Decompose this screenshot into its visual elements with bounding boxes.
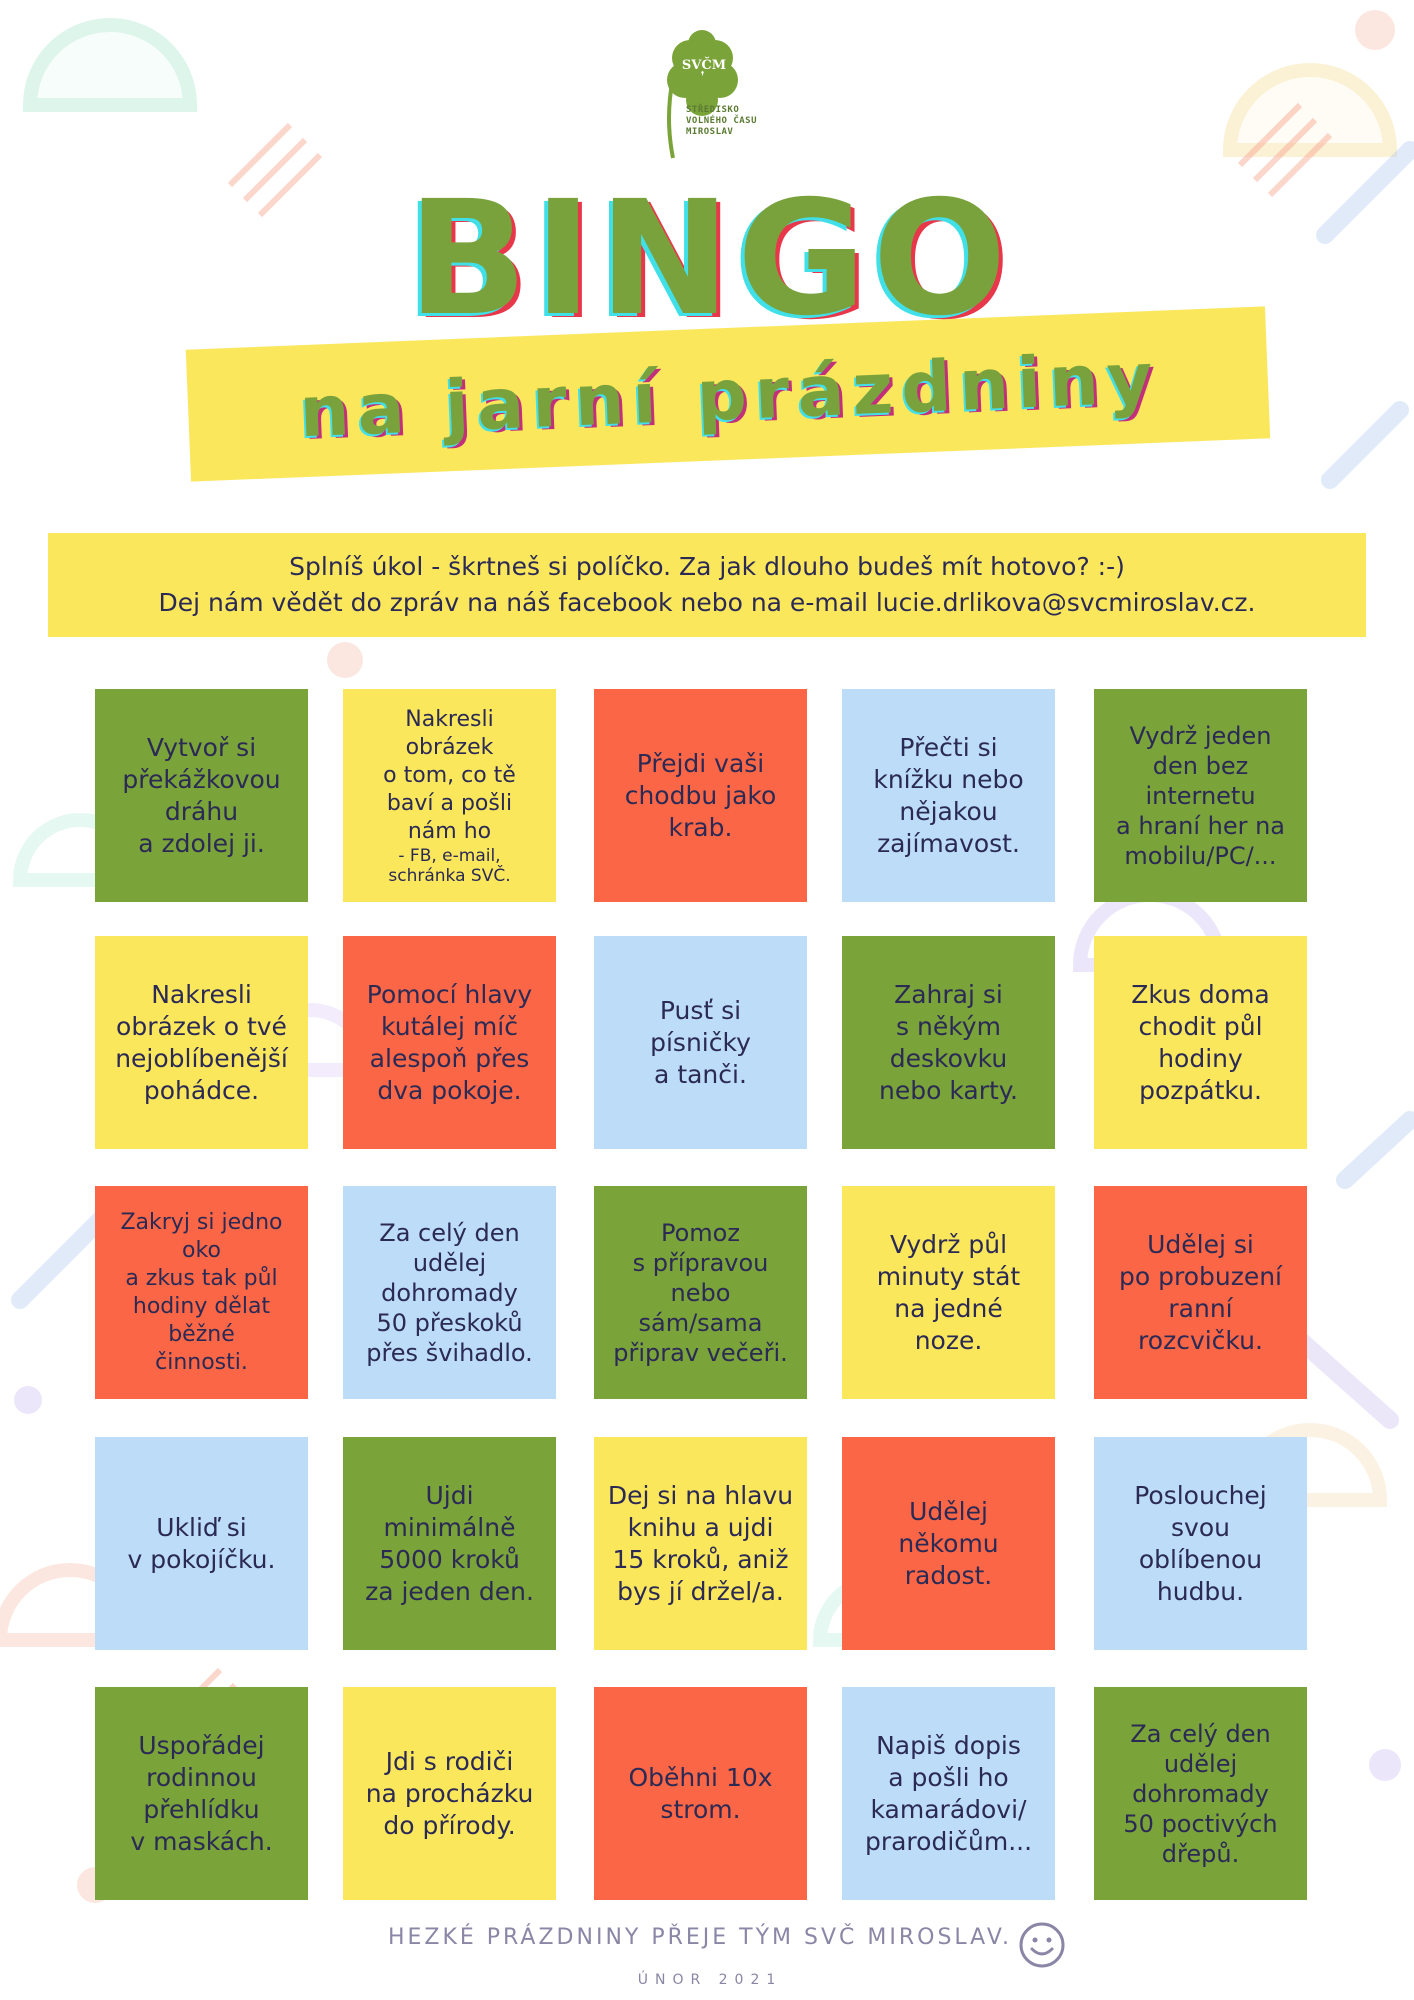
bingo-tile-note: - FB, e-mail, schránka SVČ.: [388, 845, 511, 886]
bingo-tile-text: Dej si na hlavu knihu a ujdi 15 kroků, aniž bys jí držel/a.: [607, 1480, 794, 1606]
bingo-tile-text: Zakryj si jedno oko a zkus tak půl hodiny dělat běžné činnosti.: [120, 1209, 283, 1375]
bingo-tile[interactable]: [95, 689, 308, 902]
bingo-tile[interactable]: [842, 689, 1055, 902]
bingo-tile[interactable]: [842, 1186, 1055, 1399]
instructions-box: [48, 533, 1366, 637]
bingo-tile[interactable]: [343, 1186, 556, 1399]
bingo-tile[interactable]: [594, 936, 807, 1149]
bingo-tile-text: Přejdi vaši chodbu jako krab.: [624, 748, 777, 842]
bingo-tile[interactable]: [343, 1687, 556, 1900]
logo-line: STŘEDISKO: [686, 105, 740, 115]
page-subtitle: na jarní prázdniny: [297, 336, 1163, 454]
bingo-tile-text: Udělej někomu radost.: [898, 1496, 999, 1590]
page-title: BINGO: [407, 167, 1013, 351]
bingo-tile-text: Vydrž půl minuty stát na jedné noze.: [876, 1229, 1021, 1355]
logo-line: MIROSLAV: [686, 127, 734, 137]
bingo-tile-text: Poslouchej svou oblíbenou hudbu.: [1134, 1480, 1267, 1606]
bingo-tile[interactable]: [95, 1687, 308, 1900]
instructions-line-2: Dej nám vědět do zpráv na náš facebook nebo na e-mail lucie.drlikova@svcmiroslav.cz.: [158, 588, 1256, 617]
logo-line: VOLNÉHO ČASU: [686, 116, 758, 126]
bingo-tile-text: Udělej si po probuzení ranní rozcvičku.: [1118, 1229, 1282, 1355]
bingo-tile[interactable]: [1094, 1687, 1307, 1900]
bingo-tile[interactable]: [343, 689, 556, 902]
bingo-tile-text: Ukliď si v pokojíčku.: [127, 1512, 276, 1574]
bingo-tile-text: Uspořádej rodinnou přehlídku v maskách.: [130, 1730, 273, 1856]
bingo-tile-text: Nakresli obrázek o tvé nejoblíbenější pohádce.: [115, 979, 288, 1105]
bingo-tile-text: Pomoz s přípravou nebo sám/sama připrav večeři.: [613, 1218, 788, 1367]
bingo-tile-content: [383, 706, 516, 886]
bingo-tile[interactable]: [842, 1437, 1055, 1650]
date-text: ÚNOR 2021: [637, 1972, 783, 1988]
bingo-tile-text: Ujdi minimálně 5000 kroků za jeden den.: [365, 1480, 534, 1606]
bingo-tile[interactable]: [842, 936, 1055, 1149]
bingo-tile-text: Za celý den udělej dohromady 50 přeskoků přes švihadlo.: [366, 1218, 533, 1367]
bingo-tile-text: Zahraj si s někým deskovku nebo karty.: [879, 979, 1018, 1105]
bingo-tile[interactable]: [95, 1437, 308, 1650]
bingo-tile[interactable]: [594, 1437, 807, 1650]
bingo-tile[interactable]: [95, 1186, 308, 1399]
bingo-tile-text: Zkus doma chodit půl hodiny pozpátku.: [1131, 979, 1270, 1105]
bingo-tile-text: Vytvoř si překážkovou dráhu a zdolej ji.: [122, 732, 281, 858]
bingo-tile-text: Pomocí hlavy kutálej míč alespoň přes dva pokoje.: [366, 979, 533, 1105]
bingo-tile-text: Oběhni 10x strom.: [628, 1762, 773, 1824]
bingo-tile[interactable]: [594, 689, 807, 902]
bingo-tile[interactable]: [1094, 936, 1307, 1149]
bingo-tile-text: Napiš dopis a pošli ho kamarádovi/ prarodičům...: [864, 1730, 1033, 1856]
bingo-tile[interactable]: [594, 1687, 807, 1900]
bingo-tile-text: Pusť si písničky a tanči.: [650, 995, 751, 1089]
bingo-tile[interactable]: [343, 1437, 556, 1650]
bingo-tile[interactable]: [343, 936, 556, 1149]
bingo-tile[interactable]: [1094, 1186, 1307, 1399]
bingo-tile-text: Jdi s rodiči na procházku do přírody.: [365, 1746, 534, 1840]
bingo-tile-text: Přečti si knížku nebo nějakou zajímavost.: [873, 732, 1024, 858]
bingo-tile-text: Za celý den udělej dohromady 50 poctivých dřepů.: [1123, 1719, 1278, 1868]
svc-logo-clover: [645, 18, 775, 168]
bingo-tile[interactable]: [842, 1687, 1055, 1900]
bingo-tile[interactable]: [1094, 1437, 1307, 1650]
bingo-tile-text: Nakresli obrázek o tom, co tě baví a pošli nám ho: [383, 706, 516, 844]
bingo-tile[interactable]: [1094, 689, 1307, 902]
smiley-icon: [1018, 1921, 1066, 1969]
bingo-tile-text: Vydrž jeden den bez internetu a hraní her na mobilu/PC/...: [1115, 721, 1286, 870]
footer-text: HEZKÉ PRÁZDNINY PŘEJE TÝM SVČ MIROSLAV.: [387, 1925, 1013, 1950]
logo-text: [686, 105, 776, 138]
bingo-tile[interactable]: [95, 936, 308, 1149]
logo-abbreviation: SVČM: [681, 58, 727, 73]
bingo-tile[interactable]: [594, 1186, 807, 1399]
instructions-line-1: Splníš úkol - škrtneš si políčko. Za jak dlouho budeš mít hotovo? :-): [289, 552, 1125, 581]
